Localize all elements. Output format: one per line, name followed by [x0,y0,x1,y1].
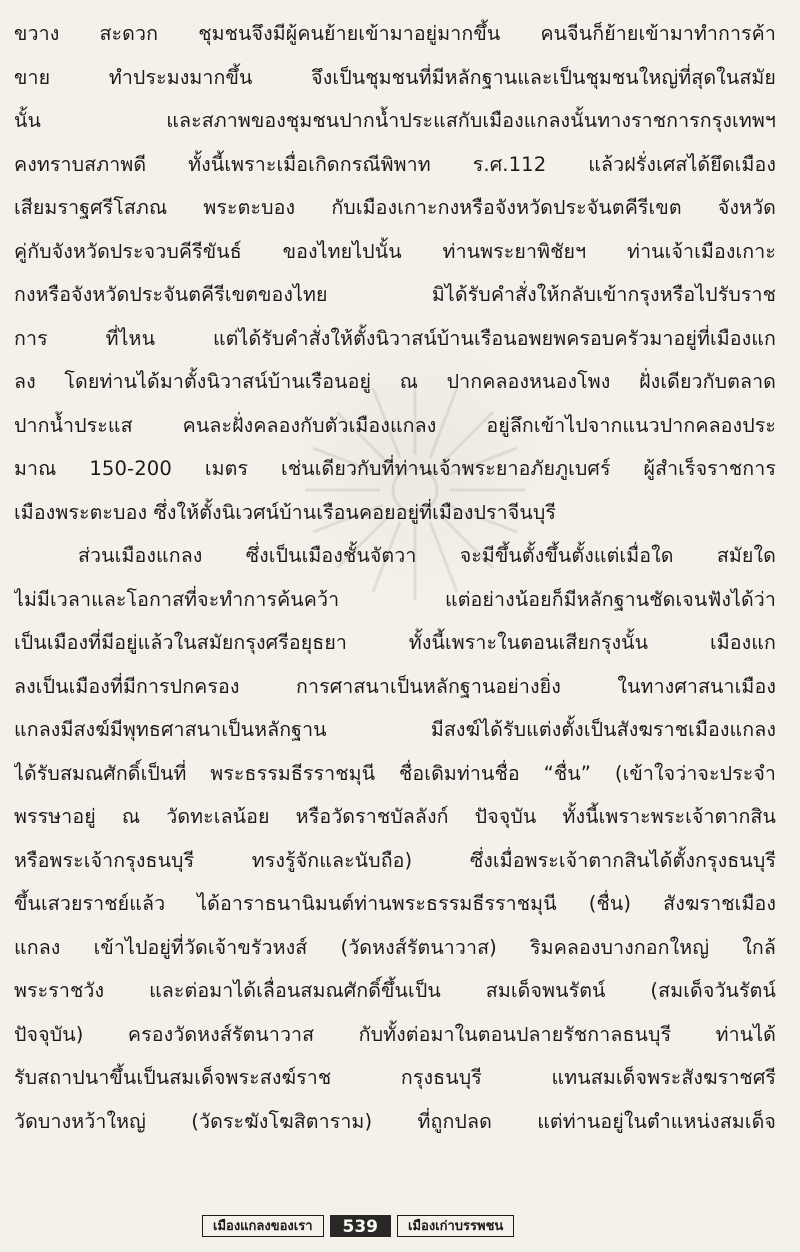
text-line: พระราชวัง และต่อมาได้เลื่อนสมณศักดิ์ขึ้นเป็น สมเด็จพนรัตน์ (สมเด็จวันรัตน์ [14,979,776,1002]
text-line: รับสถาปนาขึ้นเป็นสมเด็จพระสงฆ์ราช กรุงธนบุรี แทนสมเด็จพระสังฆราชศรี [14,1066,776,1089]
text-line: วัดบางหว้าใหญ่ (วัดระฆังโฆสิตาราม) ที่ถูกปลด แต่ท่านอยู่ในตำแหน่งสมเด็จ [14,1109,776,1133]
text-line: หรือพระเจ้ากรุงธนบุรี ทรงรู้จักและนับถือ) ซึ่งเมื่อพระเจ้าตากสินได้ตั้งกรุงธนบุรี [14,848,776,872]
text-line: คงทราบสภาพดี ทั้งนี้เพราะเมื่อเกิดกรณีพิพาท ร.ศ.112 แล้วฝรั่งเศสได้ยึดเมือง [14,152,776,176]
page-footer [202,1212,574,1240]
footer-left-label: เมืองแกลงของเรา [202,1215,324,1237]
text-line: กงหรือจังหวัดประจันตคีรีเขตของไทย มิได้รับคำสั่งให้กลับเข้ากรุงหรือไปรับราช [14,283,776,306]
text-line: ไม่มีเวลาและโอกาสที่จะทำการค้นคว้า แต่อย่างน้อยก็มีหลักฐานชัดเจนฟังได้ว่า [14,587,776,611]
text-line: ขวาง สะดวก ชุมชนจึงมีผู้คนย้ายเข้ามาอยู่มากขึ้น คนจีนก็ย้ายเข้ามาทำการค้า [14,22,776,45]
text-line: ขาย ทำประมงมากขึ้น จึงเป็นชุมชนที่มีหลักฐานและเป็นชุมชนใหญ่ที่สุดในสมัย [14,65,776,89]
text-line: เสียมราฐศรีโสภณ พระตะบอง กับเมืองเกาะกงหรือจังหวัดประจันตคีรีเขต จังหวัด [14,196,776,219]
page-number: 539 [330,1215,392,1237]
text-line: มาณ 150-200 เมตร เช่นเดียวกับที่ท่านเจ้าพระยาอภัยภูเบศร์ ผู้สำเร็จราชการ [14,457,776,480]
text-line: นั้น และสภาพของชุมชนปากน้ำประแสกับเมืองแกลงนั้นทางราชการกรุงเทพฯ [14,109,776,132]
text-line: ลง โดยท่านได้มาตั้งนิวาสน์บ้านเรือนอยู่ ณ ปากคลองหนองโพง ฝั่งเดียวกับตลาด [14,370,776,393]
text-line: แกลง เข้าไปอยู่ที่วัดเจ้าขรัวหงส์ (วัดหงส์รัตนาวาส) ริมคลองบางกอกใหญ่ ใกล้ [14,935,776,959]
text-line: ลงเป็นเมืองที่มีการปกครอง การศาสนาเป็นหลักฐานอย่างยิ่ง ในทางศาสนาเมือง [14,674,776,698]
text-line: คู่กับจังหวัดประจวบคีรีขันธ์ ของไทยไปนั้น ท่านพระยาพิชัยฯ ท่านเจ้าเมืองเกาะ [14,239,776,263]
text-line: ปากน้ำประแส คนละฝั่งคลองกับตัวเมืองแกลง อยู่ลึกเข้าไปจากแนวปากคลองประ [14,413,776,437]
text-line: พรรษาอยู่ ณ วัดทะเลน้อย หรือวัดราชบัลลังก์ ปัจจุบัน ทั้งนี้เพราะพระเจ้าตากสิน [14,805,776,828]
text-line: ปัจจุบัน) ครองวัดหงส์รัตนาวาส กับทั้งต่อมาในตอนปลายรัชกาลธนบุรี ท่านได้ [14,1022,776,1046]
text-line: ขึ้นเสวยราชย์แล้ว ได้อาราธนานิมนต์ท่านพระธรรมธีรราชมุนี (ชื่น) สังฆราชเมือง [14,892,776,915]
footer-right-label: เมืองเก่าบรรพชน [397,1215,514,1237]
body-text [14,12,776,1143]
text-line: การ ที่ไหน แต่ได้รับคำสั่งให้ตั้งนิวาสน์บ้านเรือนอพยพครอบครัวมาอยู่ที่เมืองแก [14,326,776,350]
paragraph-start-line: ส่วนเมืองแกลง ซึ่งเป็นเมืองชั้นจัตวา จะมีขึ้นตั้งขึ้นตั้งแต่เมื่อใด สมัยใด [78,544,776,567]
text-line: เป็นเมืองที่มีอยู่แล้วในสมัยกรุงศรีอยุธยา ทั้งนี้เพราะในตอนเสียกรุงนั้น เมืองแก [14,631,776,654]
text-line: ได้รับสมณศักดิ์เป็นที่ พระธรรมธีรราชมุนี ชื่อเดิมท่านชื่อ “ชื่น” (เข้าใจว่าจะประจำ [14,761,776,785]
text-line: แกลงมีสงฆ์มีพุทธศาสนาเป็นหลักฐาน มีสงฆ์ได้รับแต่งตั้งเป็นสังฆราชเมืองแกลง [14,718,776,741]
text-line: เมืองพระตะบอง ซึ่งให้ตั้งนิเวศน์บ้านเรือนคอยอยู่ที่เมืองปราจีนบุรี [14,500,557,524]
